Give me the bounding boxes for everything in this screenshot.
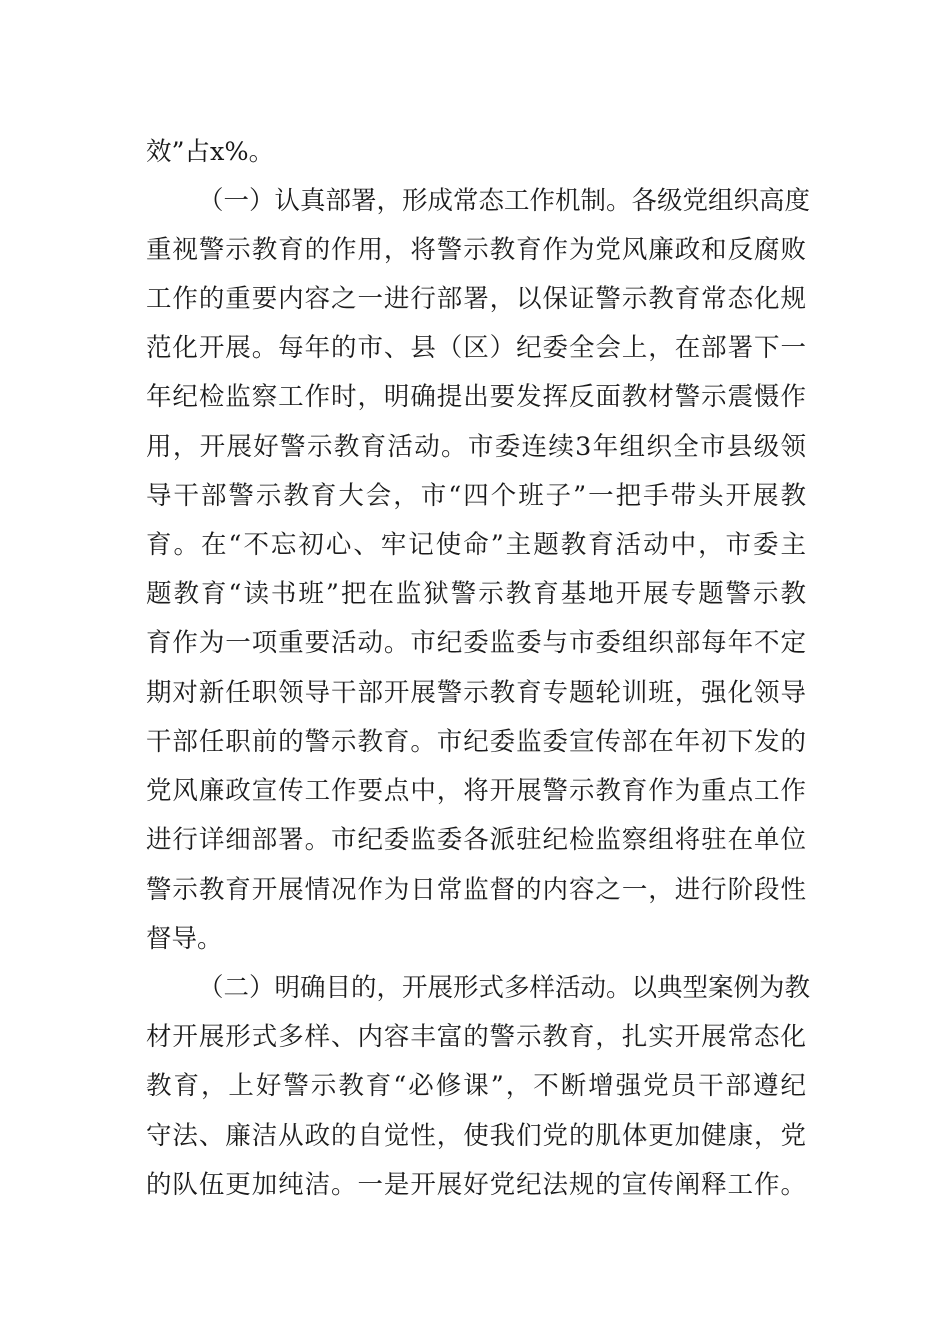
text-line: 干部任职前的警示教育。市纪委监委宣传部在年初下发的 <box>146 727 806 757</box>
text-line: 范化开展。每年的市、县（区）纪委全会上，在部署下一 <box>146 333 806 363</box>
text-line: 重视警示教育的作用，将警示教育作为党风廉政和反腐败 <box>146 235 806 265</box>
text-line: 党风廉政宣传工作要点中，将开展警示教育作为重点工作 <box>146 776 806 806</box>
text-line: 效”占x%。 <box>146 137 275 167</box>
text-line: 的队伍更加纯洁。一是开展好党纪法规的宣传阐释工作。 <box>146 1170 806 1200</box>
text-line: 育。在“不忘初心、牢记使命”主题教育活动中，市委主 <box>146 530 806 560</box>
text-line: 材开展形式多样、内容丰富的警示教育，扎实开展常态化 <box>146 1022 806 1052</box>
text-line: 题教育“读书班”把在监狱警示教育基地开展专题警示教 <box>146 579 806 609</box>
text-line: 导干部警示教育大会，市“四个班子”一把手带头开展教 <box>146 481 806 511</box>
text-line: 育作为一项重要活动。市纪委监委与市委组织部每年不定 <box>146 628 806 658</box>
text-line: 工作的重要内容之一进行部署，以保证警示教育常态化规 <box>146 284 806 314</box>
text-line: 用，开展好警示教育活动。市委连续3年组织全市县级领 <box>146 432 806 462</box>
text-line: 督导。 <box>146 924 223 954</box>
text-line: 期对新任职领导干部开展警示教育专题轮训班，强化领导 <box>146 678 806 708</box>
paragraph-2-heading-line: （二）明确目的，开展形式多样活动。以典型案例为教 <box>198 973 811 1003</box>
paragraph-1-heading-line: （一）认真部署，形成常态工作机制。各级党组织高度 <box>198 186 811 216</box>
text-line: 教育，上好警示教育“必修课”，不断增强党员干部遵纪 <box>146 1071 806 1101</box>
text-line: 年纪检监察工作时，明确提出要发挥反面教材警示震慑作 <box>146 382 806 412</box>
text-line: 警示教育开展情况作为日常监督的内容之一，进行阶段性 <box>146 875 806 905</box>
text-line: 守法、廉洁从政的自觉性，使我们党的肌体更加健康，党 <box>146 1121 806 1151</box>
text-line: 进行详细部署。市纪委监委各派驻纪检监察组将驻在单位 <box>146 825 806 855</box>
